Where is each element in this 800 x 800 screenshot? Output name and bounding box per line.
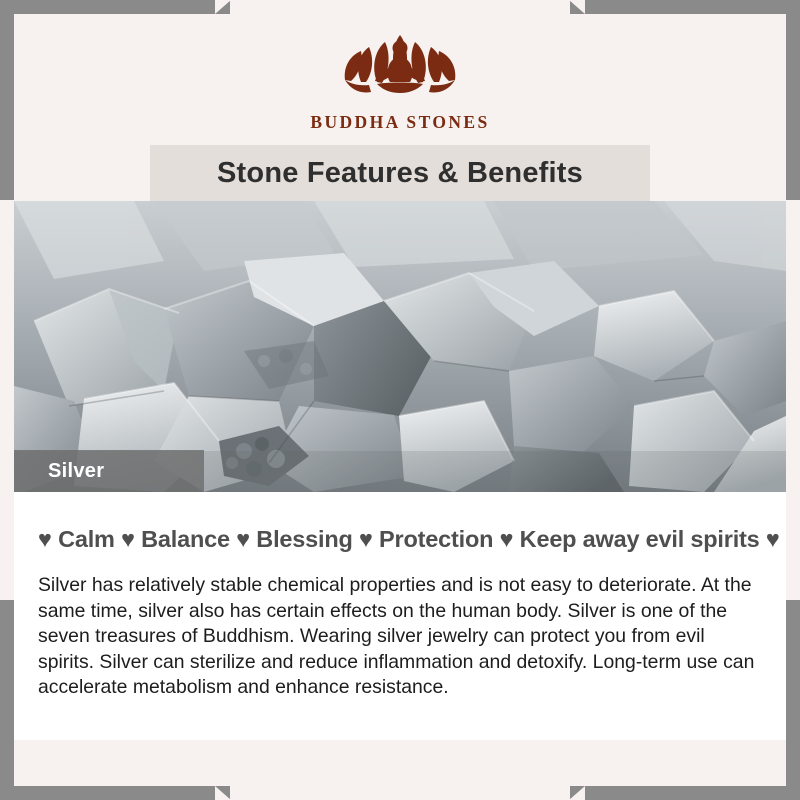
hero-image (14, 201, 786, 492)
brand-header (14, 0, 786, 145)
frame-corner-right-top (786, 0, 800, 200)
frame-diagonal-bottom-left (215, 786, 231, 800)
description-text: Silver has relatively stable chemical properties and is not easy to deteriorate. At the same time, silver also has certain effects on the human body. Silver is one of the seven treasures of Buddhism. Wearing silver jewelry can protect you from evil spirits. Silver can sterilize and reduce inflammation and detoxify. Long-term use can accelerate metabolism and enhance resistance. (38, 574, 755, 699)
frame-corner-right-bottom (786, 600, 800, 800)
frame-corner-bottom-right (570, 786, 800, 800)
frame-diagonal-top-left (215, 0, 231, 14)
page-title: Stone Features & Benefits (217, 156, 583, 189)
stone-name-label: Silver (48, 459, 105, 482)
silver-ore-rocks-photo (14, 201, 786, 492)
frame-corner-top-right (570, 0, 800, 14)
bottom-strip (14, 740, 786, 786)
frame-corner-bottom-left (0, 786, 230, 800)
frame-corner-left-top (0, 0, 14, 200)
title-band (150, 145, 650, 201)
benefits-line: ♥ Calm ♥ Balance ♥ Blessing ♥ Protection ♥ Keep away evil spirits ♥ (38, 526, 780, 552)
lotus-meditation-icon (325, 22, 475, 108)
frame-corner-top-left (0, 0, 230, 14)
content-panel (14, 492, 786, 740)
frame-diagonal-bottom-right (569, 786, 585, 800)
frame-diagonal-top-right (569, 0, 585, 14)
stone-name-badge (14, 450, 204, 492)
frame-corner-left-bottom (0, 600, 14, 800)
brand-name: BUDDHA STONES (310, 112, 490, 132)
